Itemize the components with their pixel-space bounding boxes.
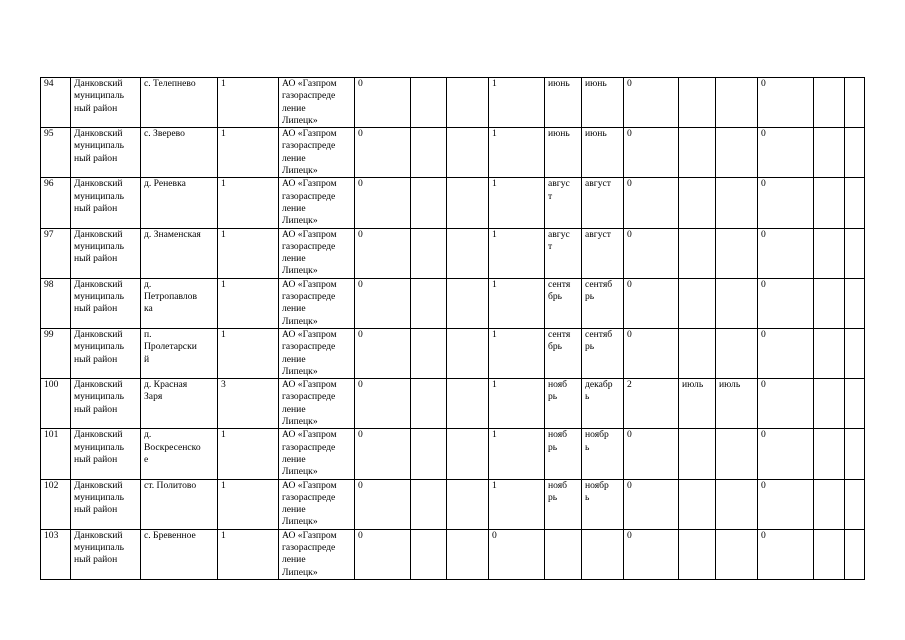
- district-cell: Данковский муниципаль ный район: [71, 328, 141, 378]
- month-cell: [679, 78, 716, 128]
- month-cell: июль: [716, 379, 758, 429]
- value-cell: 1: [489, 178, 545, 228]
- value-cell: 0: [624, 328, 679, 378]
- value-cell: 0: [624, 178, 679, 228]
- month-start-cell: сентя брь: [545, 278, 582, 328]
- value-cell: [447, 328, 489, 378]
- value-cell: [411, 178, 447, 228]
- table-body: [41, 78, 865, 580]
- value-cell: 0: [758, 278, 814, 328]
- row-number-cell: 95: [41, 128, 71, 178]
- table-row: [41, 379, 865, 429]
- value-cell: 0: [624, 78, 679, 128]
- value-cell: [814, 278, 845, 328]
- month-start-cell: авгус т: [545, 228, 582, 278]
- table-row: [41, 228, 865, 278]
- table-row: [41, 479, 865, 529]
- organization-cell: АО «Газпром газораспреде ление Липецк»: [279, 429, 355, 479]
- month-start-cell: нояб рь: [545, 379, 582, 429]
- value-cell: [814, 529, 845, 579]
- settlement-cell: д. Петропавлов ка: [141, 278, 218, 328]
- month-cell: [679, 429, 716, 479]
- month-end-cell: август: [582, 228, 624, 278]
- row-number-cell: 99: [41, 328, 71, 378]
- value-cell: 0: [355, 128, 411, 178]
- district-cell: Данковский муниципаль ный район: [71, 479, 141, 529]
- count-cell: 1: [218, 128, 279, 178]
- value-cell: 1: [489, 429, 545, 479]
- value-cell: 1: [489, 128, 545, 178]
- count-cell: 1: [218, 529, 279, 579]
- settlement-cell: с. Зверево: [141, 128, 218, 178]
- month-end-cell: ноябр ь: [582, 429, 624, 479]
- settlement-cell: п. Пролетарски й: [141, 328, 218, 378]
- district-cell: Данковский муниципаль ный район: [71, 228, 141, 278]
- value-cell: 0: [758, 128, 814, 178]
- count-cell: 1: [218, 78, 279, 128]
- organization-cell: АО «Газпром газораспреде ление Липецк»: [279, 128, 355, 178]
- month-start-cell: июнь: [545, 128, 582, 178]
- value-cell: [447, 128, 489, 178]
- value-cell: [447, 178, 489, 228]
- value-cell: 0: [758, 328, 814, 378]
- value-cell: [845, 328, 865, 378]
- value-cell: 0: [758, 178, 814, 228]
- month-start-cell: [545, 529, 582, 579]
- value-cell: 0: [624, 278, 679, 328]
- count-cell: 3: [218, 379, 279, 429]
- value-cell: 0: [355, 278, 411, 328]
- value-cell: [845, 529, 865, 579]
- month-end-cell: декабр ь: [582, 379, 624, 429]
- value-cell: 0: [624, 429, 679, 479]
- month-cell: [679, 529, 716, 579]
- value-cell: 1: [489, 278, 545, 328]
- organization-cell: АО «Газпром газораспреде ление Липецк»: [279, 78, 355, 128]
- value-cell: [845, 278, 865, 328]
- value-cell: [814, 479, 845, 529]
- month-cell: [679, 128, 716, 178]
- row-number-cell: 97: [41, 228, 71, 278]
- table-row: [41, 529, 865, 579]
- month-end-cell: сентяб рь: [582, 278, 624, 328]
- value-cell: [814, 128, 845, 178]
- value-cell: 1: [489, 328, 545, 378]
- value-cell: 0: [758, 228, 814, 278]
- district-cell: Данковский муниципаль ный район: [71, 178, 141, 228]
- value-cell: 0: [355, 529, 411, 579]
- value-cell: [447, 529, 489, 579]
- month-cell: [679, 228, 716, 278]
- value-cell: [814, 429, 845, 479]
- value-cell: [411, 128, 447, 178]
- value-cell: [411, 479, 447, 529]
- row-number-cell: 101: [41, 429, 71, 479]
- value-cell: 0: [624, 128, 679, 178]
- organization-cell: АО «Газпром газораспреде ление Липецк»: [279, 278, 355, 328]
- value-cell: 1: [489, 479, 545, 529]
- count-cell: 1: [218, 178, 279, 228]
- organization-cell: АО «Газпром газораспреде ление Липецк»: [279, 479, 355, 529]
- value-cell: 1: [489, 78, 545, 128]
- month-cell: июль: [679, 379, 716, 429]
- value-cell: [845, 429, 865, 479]
- month-cell: [716, 178, 758, 228]
- value-cell: [845, 128, 865, 178]
- table-row: [41, 278, 865, 328]
- count-cell: 1: [218, 429, 279, 479]
- value-cell: 1: [489, 379, 545, 429]
- value-cell: [845, 379, 865, 429]
- district-cell: Данковский муниципаль ный район: [71, 429, 141, 479]
- district-cell: Данковский муниципаль ный район: [71, 379, 141, 429]
- month-cell: [716, 278, 758, 328]
- value-cell: [845, 78, 865, 128]
- row-number-cell: 94: [41, 78, 71, 128]
- value-cell: 0: [758, 529, 814, 579]
- value-cell: [411, 379, 447, 429]
- month-end-cell: август: [582, 178, 624, 228]
- value-cell: [411, 529, 447, 579]
- value-cell: 1: [489, 228, 545, 278]
- value-cell: 0: [355, 379, 411, 429]
- value-cell: 0: [355, 479, 411, 529]
- value-cell: [447, 78, 489, 128]
- month-end-cell: [582, 529, 624, 579]
- count-cell: 1: [218, 278, 279, 328]
- month-cell: [716, 228, 758, 278]
- month-end-cell: сентяб рь: [582, 328, 624, 378]
- row-number-cell: 103: [41, 529, 71, 579]
- value-cell: 0: [758, 78, 814, 128]
- settlement-cell: д. Реневка: [141, 178, 218, 228]
- organization-cell: АО «Газпром газораспреде ление Липецк»: [279, 328, 355, 378]
- settlement-cell: ст. Политово: [141, 479, 218, 529]
- value-cell: 0: [355, 228, 411, 278]
- value-cell: 0: [355, 429, 411, 479]
- month-cell: [679, 479, 716, 529]
- value-cell: 0: [758, 479, 814, 529]
- value-cell: [447, 479, 489, 529]
- row-number-cell: 96: [41, 178, 71, 228]
- row-number-cell: 100: [41, 379, 71, 429]
- value-cell: [411, 278, 447, 328]
- table-row: [41, 78, 865, 128]
- month-cell: [679, 328, 716, 378]
- table-row: [41, 178, 865, 228]
- table-row: [41, 328, 865, 378]
- value-cell: [411, 328, 447, 378]
- value-cell: [814, 178, 845, 228]
- month-cell: [716, 529, 758, 579]
- schedule-table: [40, 77, 865, 580]
- organization-cell: АО «Газпром газораспреде ление Липецк»: [279, 529, 355, 579]
- value-cell: 0: [624, 479, 679, 529]
- value-cell: [814, 379, 845, 429]
- district-cell: Данковский муниципаль ный район: [71, 529, 141, 579]
- table-row: [41, 429, 865, 479]
- value-cell: [845, 228, 865, 278]
- count-cell: 1: [218, 328, 279, 378]
- value-cell: [814, 78, 845, 128]
- value-cell: [411, 228, 447, 278]
- value-cell: [845, 178, 865, 228]
- month-end-cell: июнь: [582, 128, 624, 178]
- value-cell: 0: [355, 178, 411, 228]
- value-cell: 0: [355, 78, 411, 128]
- row-number-cell: 98: [41, 278, 71, 328]
- month-cell: [716, 429, 758, 479]
- month-end-cell: июнь: [582, 78, 624, 128]
- month-cell: [716, 328, 758, 378]
- organization-cell: АО «Газпром газораспреде ление Липецк»: [279, 379, 355, 429]
- value-cell: 0: [758, 379, 814, 429]
- district-cell: Данковский муниципаль ный район: [71, 78, 141, 128]
- value-cell: 0: [758, 429, 814, 479]
- value-cell: [447, 379, 489, 429]
- month-end-cell: ноябр ь: [582, 479, 624, 529]
- row-number-cell: 102: [41, 479, 71, 529]
- settlement-cell: с. Бревенное: [141, 529, 218, 579]
- value-cell: [411, 78, 447, 128]
- month-cell: [716, 128, 758, 178]
- value-cell: 2: [624, 379, 679, 429]
- count-cell: 1: [218, 479, 279, 529]
- month-start-cell: нояб рь: [545, 479, 582, 529]
- value-cell: [447, 278, 489, 328]
- value-cell: [447, 429, 489, 479]
- month-start-cell: сентя брь: [545, 328, 582, 378]
- value-cell: [814, 228, 845, 278]
- settlement-cell: д. Красная Заря: [141, 379, 218, 429]
- month-cell: [679, 178, 716, 228]
- month-start-cell: авгус т: [545, 178, 582, 228]
- month-cell: [679, 278, 716, 328]
- organization-cell: АО «Газпром газораспреде ление Липецк»: [279, 178, 355, 228]
- value-cell: [845, 479, 865, 529]
- value-cell: 0: [355, 328, 411, 378]
- value-cell: [447, 228, 489, 278]
- settlement-cell: с. Телепнево: [141, 78, 218, 128]
- table-row: [41, 128, 865, 178]
- month-cell: [716, 78, 758, 128]
- month-start-cell: июнь: [545, 78, 582, 128]
- value-cell: [411, 429, 447, 479]
- month-cell: [716, 479, 758, 529]
- organization-cell: АО «Газпром газораспреде ление Липецк»: [279, 228, 355, 278]
- month-start-cell: нояб рь: [545, 429, 582, 479]
- count-cell: 1: [218, 228, 279, 278]
- district-cell: Данковский муниципаль ный район: [71, 278, 141, 328]
- settlement-cell: д. Знаменская: [141, 228, 218, 278]
- value-cell: 0: [489, 529, 545, 579]
- value-cell: 0: [624, 228, 679, 278]
- value-cell: 0: [624, 529, 679, 579]
- settlement-cell: д. Воскресенско е: [141, 429, 218, 479]
- district-cell: Данковский муниципаль ный район: [71, 128, 141, 178]
- value-cell: [814, 328, 845, 378]
